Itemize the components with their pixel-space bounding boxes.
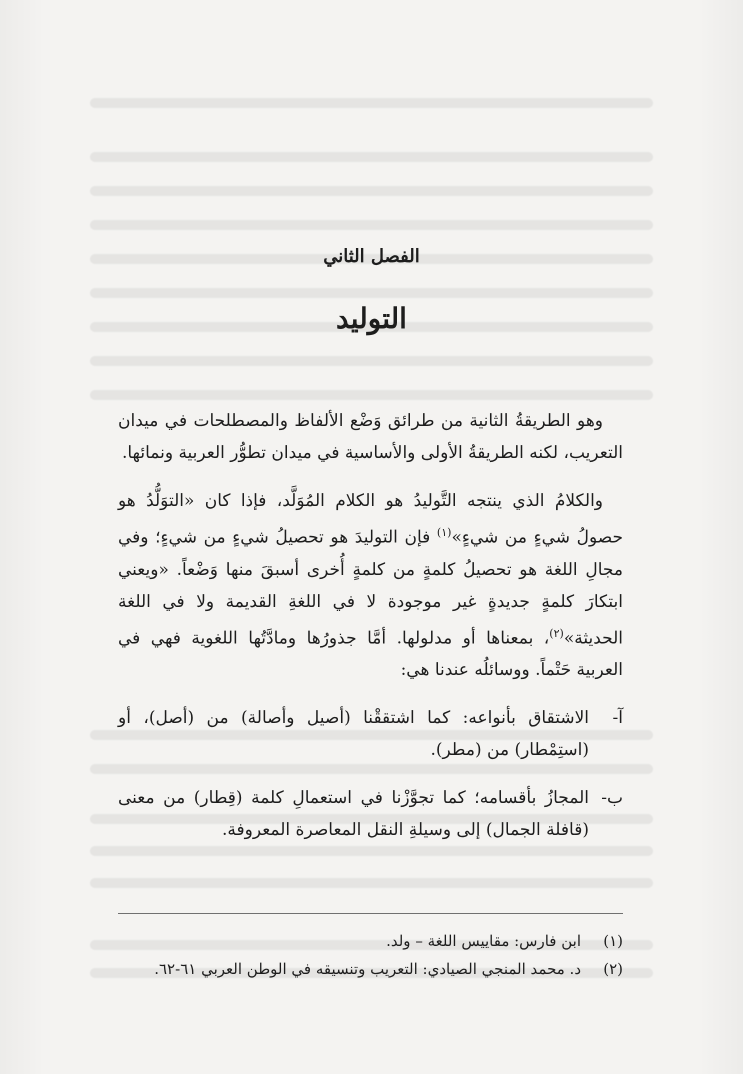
paragraph-2 — [118, 485, 623, 686]
footnotes — [120, 927, 623, 983]
footnote-reference-1: (١) — [436, 526, 452, 539]
footnote-number: (١) — [603, 932, 623, 950]
list-item — [118, 782, 623, 846]
footnote-reference-2: (٢) — [549, 626, 564, 640]
list-item-text: المجازُ بأقسامه؛ كما تجوَّزْنا في استعمالِ كلمة (قِطار) من معنى (قافلة الجمال) إلى وسيلةِ النقل المعاصرة المعروفة. — [118, 788, 589, 841]
footnote-text: ابن فارس: مقاييس اللغة – ولد. — [386, 932, 581, 950]
footnotes-divider — [118, 913, 623, 914]
paragraph-1: وهو الطريقةُ الثانية من طرائق وَضْع الألفاظ والمصطلحات في ميدان التعريب، لكنه الطريقةُ الأولى والأساسية في ميدان تطوُّر العربية ونمائها. — [118, 411, 623, 463]
footnote — [120, 927, 623, 955]
list-item-text: الاشتقاق بأنواعه: كما اشتققْنا (أصيل وأصالة) من (أصل)، أو (استِمْطار) من (مطر). — [118, 708, 589, 761]
footnote-text: د. محمد المنجي الصيادي: التعريب وتنسيقه في الوطن العربي ٦١-٦٢. — [154, 960, 581, 978]
paragraph-2-part-b: فإن التوليدَ هو تحصيلُ شيءٍ من شيءٍ؛ وفي مجالِ اللغة هو تحصيلُ كلمةٍ من كلمةٍ أُخرى أسبقَ منها وَضْعاً. «ويعني ابتكارَ كلمةٍ جديدةٍ غير موجودة لا في اللغةِ القديمة ولا في اللغة الحديثة» — [118, 527, 623, 649]
chapter-label: الفصل الثاني — [323, 246, 420, 267]
list-item — [118, 702, 623, 766]
footnote — [120, 955, 623, 983]
list-marker: ب- — [601, 788, 623, 809]
list-marker: آ- — [612, 708, 623, 729]
paragraph-2-part-c: ، بمعناها أو مدلولها. أمَّا جذورُها ومادَّتُها اللغوية فهي في العربية حَتْماً. ووسائلُه عندنا هي: — [118, 628, 623, 681]
methods-list — [118, 702, 623, 846]
paragraph-2-part-a: والكلامُ الذي ينتجه التَّوليدُ هو الكلام المُوَلَّد، فإذا كان «التوَلُّدُ هو حصولُ شيءٍ من شيءٍ» — [118, 491, 623, 548]
chapter-title: التوليد — [336, 302, 407, 335]
footnote-number: (٢) — [603, 960, 623, 978]
main-text — [118, 405, 623, 862]
